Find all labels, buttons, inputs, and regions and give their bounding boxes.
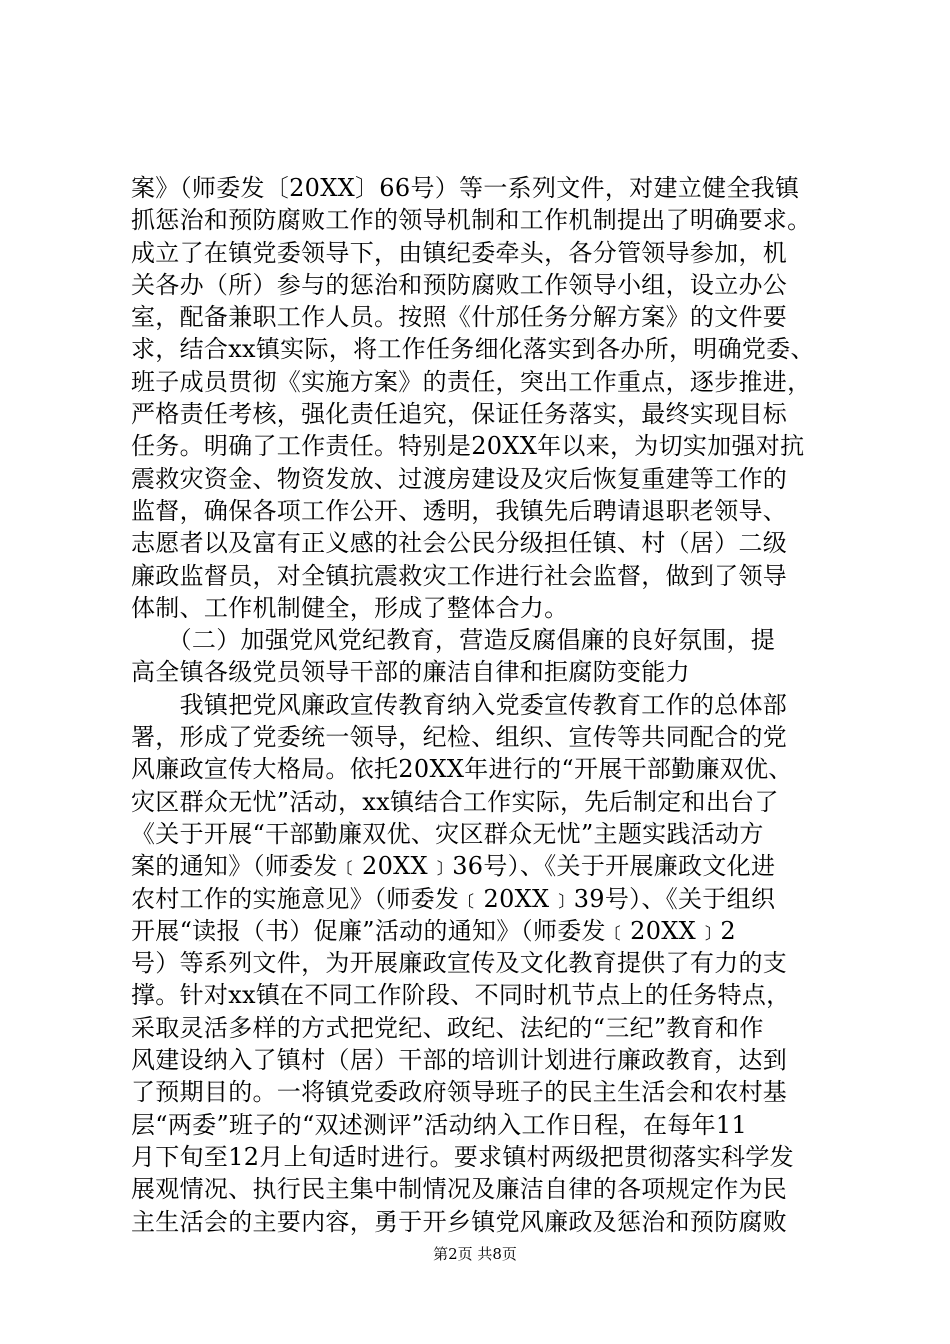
text-line: 求，结合xx镇实际，将工作任务细化落实到各办所，明确党委、 [131, 335, 815, 364]
text-line: 《关于开展“干部勤廉双优、灾区群众无忧”主题实践活动方 [131, 819, 764, 848]
text-line: 震救灾资金、物资发放、过渡房建设及灾后恢复重建等工作的 [131, 464, 788, 493]
text-line: 展观情况、执行民主集中制情况及廉洁自律的各项规定作为民 [131, 1175, 788, 1204]
text-line: 层“两委”班子的“双述测评”活动纳入工作日程，在每年11 [131, 1110, 748, 1139]
text-line: 署，形成了党委统一领导，纪检、组织、宣传等共同配合的党 [131, 723, 788, 752]
text-line: 室，配备兼职工作人员。按照《什邡任务分解方案》的文件要 [131, 303, 788, 332]
text-line: 我镇把党风廉政宣传教育纳入党委宣传教育工作的总体部 [131, 690, 788, 719]
body-text [131, 172, 831, 1238]
text-line: 廉政监督员，对全镇抗震救灾工作进行社会监督，做到了领导 [131, 561, 788, 590]
text-line: 成立了在镇党委领导下，由镇纪委牵头，各分管领导参加，机 [131, 238, 788, 267]
text-line: 任务。明确了工作责任。特别是20XX年以来，为切实加强对抗 [131, 432, 805, 461]
text-line: 撑。针对xx镇在不同工作阶段、不同时机节点上的任务特点， [131, 981, 791, 1010]
text-line: 高全镇各级党员领导干部的廉洁自律和拒腐防变能力 [131, 658, 690, 687]
text-line: 风建设纳入了镇村（居）干部的培训计划进行廉政教育，达到 [131, 1046, 788, 1075]
text-line: 抓惩治和预防腐败工作的领导机制和工作机制提出了明确要求。 [131, 206, 812, 235]
text-line: 主生活会的主要内容，勇于开乡镇党风廉政及惩治和预防腐败 [131, 1207, 788, 1236]
text-line: 号）等系列文件，为开展廉政宣传及文化教育提供了有力的支 [131, 949, 788, 978]
text-line: 案的通知》（师委发﹝20XX﹞36号）、《关于开展廉政文化进 [131, 852, 776, 881]
text-line: 体制、工作机制健全，形成了整体合力。 [131, 593, 569, 622]
text-line: 监督，确保各项工作公开、透明，我镇先后聘请退职老领导、 [131, 496, 788, 525]
text-line: 采取灵活多样的方式把党纪、政纪、法纪的“三纪”教育和作 [131, 1013, 764, 1042]
text-line: 严格责任考核，强化责任追究，保证任务落实，最终实现目标 [131, 400, 788, 429]
text-line: 月下旬至12月上旬适时进行。要求镇村两级把贯彻落实科学发 [131, 1142, 794, 1171]
text-line: 了预期目的。一将镇党委政府领导班子的民主生活会和农村基 [131, 1078, 788, 1107]
text-line: 农村工作的实施意见》（师委发﹝20XX﹞39号）、《关于组织 [131, 884, 776, 913]
text-line: 灾区群众无忧”活动，xx镇结合工作实际，先后制定和出台了 [131, 787, 779, 816]
text-line: 案》（师委发〔20XX〕66号）等一系列文件，对建立健全我镇 [131, 174, 800, 202]
page-footer: 第2页 共8页 [433, 1245, 517, 1263]
text-line: （二）加强党风党纪教育，营造反腐倡廉的良好氛围，提 [131, 626, 776, 655]
text-line: 风廉政宣传大格局。依托20XX年进行的“开展干部勤廉双优、 [131, 755, 793, 784]
text-line: 班子成员贯彻《实施方案》的责任，突出工作重点，逐步推进， [131, 367, 812, 396]
text-line: 关各办（所）参与的惩治和预防腐败工作领导小组，设立办公 [131, 270, 788, 299]
text-line: 开展“读报（书）促廉”活动的通知》（师委发﹝20XX﹞2 [131, 916, 736, 945]
text-line: 志愿者以及富有正义感的社会公民分级担任镇、村（居）二级 [131, 529, 788, 558]
